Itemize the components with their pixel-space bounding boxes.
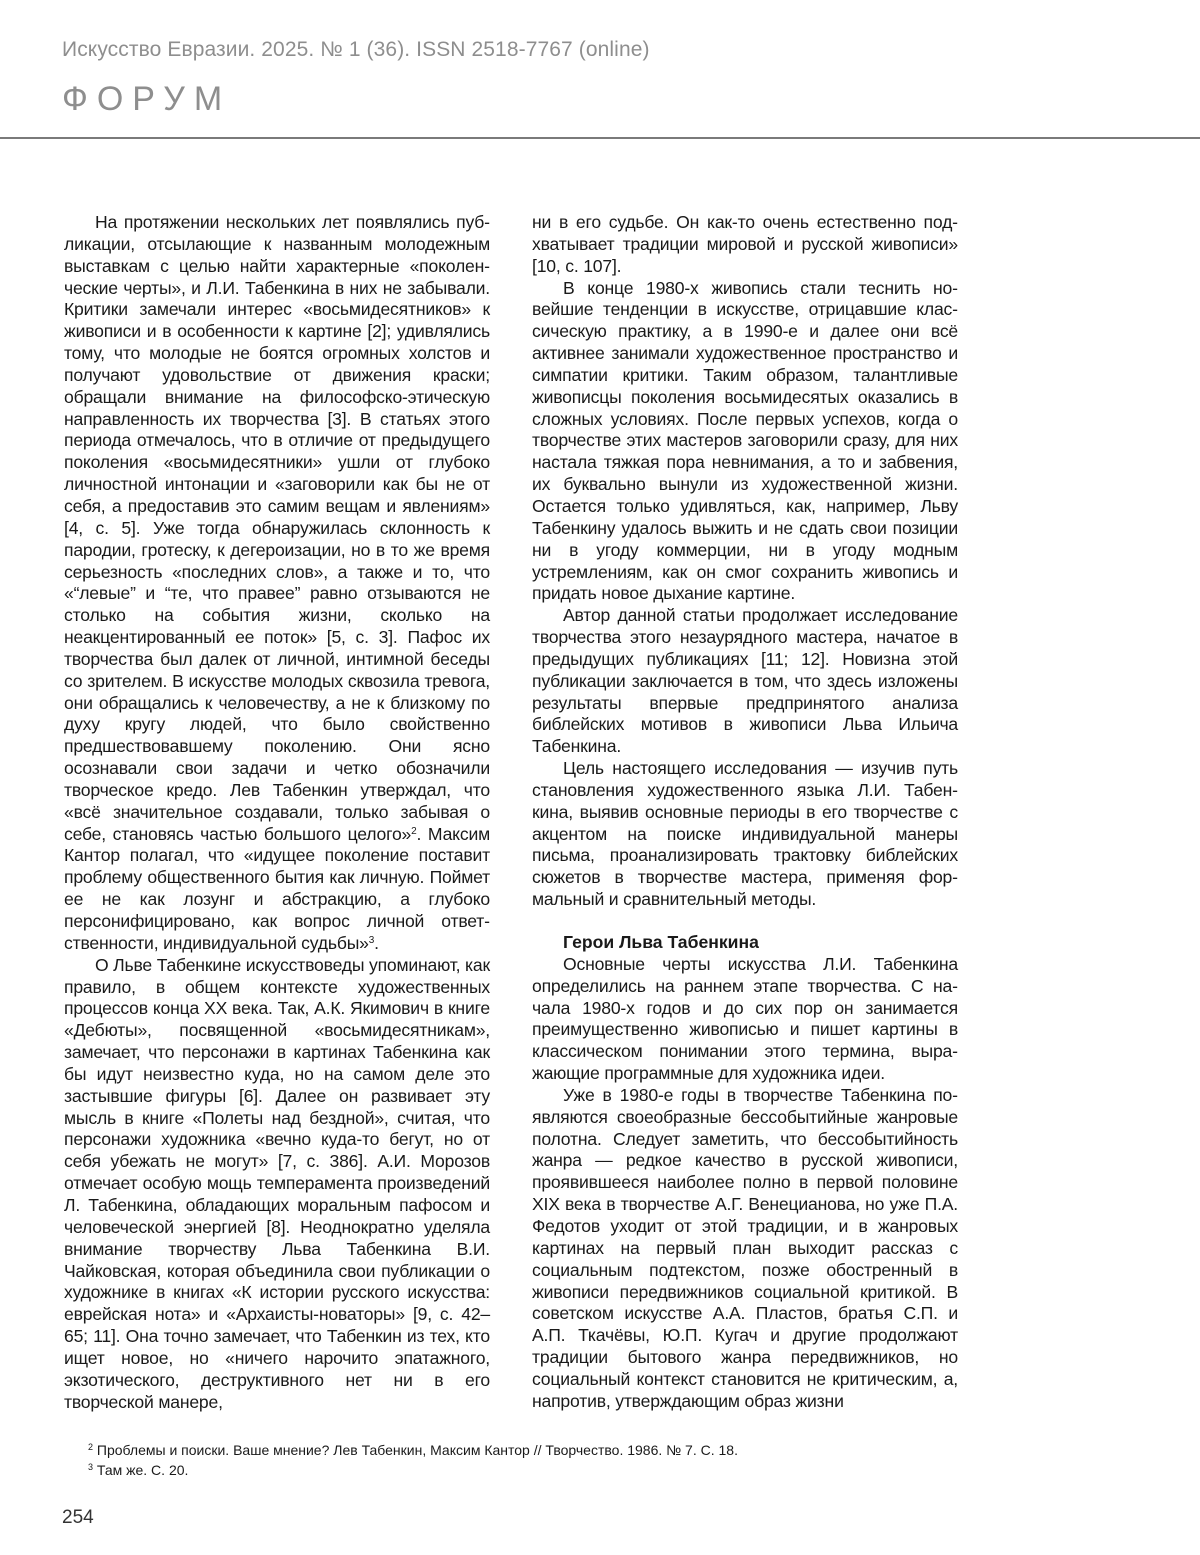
- footnote-ref[interactable]: 3: [368, 934, 375, 946]
- page-number: 254: [62, 1507, 94, 1528]
- footnote-text: Проблемы и поиски. Ваше мнение? Лев Табенкин, Максим Кантор // Творчество. 1986. № 7. С. 18.: [93, 1442, 738, 1458]
- paragraph: В конце 1980-х живопись стали теснить новейшие тенденции в искусстве, отрицавшие классическую практику, а в 1990-е и далее они всё активнее занимали художественное пространство и симпатии критики. Таким образом, талантливые живописцы поколения восьмидесятых оказались в сложных условиях. После первых успехов, когда о творчестве этих мастеров заговорили сразу, для них настала тяжкая пора невнимания, а то и забвения, их буквально вынули из художественной жизни. Остается только удивляться, как, например, Льву Табенкину удалось выжить и не сдать свои позиции ни в угоду коммерции, ни в угоду модным устремлениям, как он смог сохранить живопись и придать новое дыхание картине.: [532, 277, 958, 604]
- paragraph: Цель настоящего исследования — изучив путь становления художественного языка Л.И. Табенкина, выявив основные периоды в его творчестве с акцентом на поиске индивидуальной манеры письма, проанализировать трактовку библейских сюжетов в творчестве мастера, применяя формальный и сравнительный методы.: [532, 758, 958, 910]
- left-column: [64, 212, 490, 1413]
- paragraph: О Льве Табенкине искусствоведы упоминают, как правило, в общем контексте художественных процессов конца XX века. Так, А.К. Якимович в книге «Дебюты», посвященной «восьмидесятникам», замечает, что персонажи в картинах Табенкина как бы идут неизвестно куда, но на самом деле это застывшие фигуры [6]. Далее он развивает эту мысль в книге «Полеты над бездной», считая, что персонажи художника «вечно куда-то бегут, но от себя убежать не могут» [7, с. 386]. А.И. Морозов отмечает особую мощь темперамента произведений Л. Табенкина, обладающих моральным пафосом и человеческой энергией [8]. Неоднократно уделяла внимание творчеству Льва Табенкина В.И. Чайковская, которая объединила свои публикации о художнике в книгах «К истории русского искусства: еврейская нота» и «Архаисты-новаторы» [9, с. 42–65; 11]. Она точно замечает, что Табенкин из тех, кто ищет новое, но «ничего нарочито эпатажного, экзотического, деструктивного нет ни в его творческой манере,: [64, 954, 490, 1412]
- header-divider: [0, 137, 1200, 139]
- footnote: [64, 1460, 964, 1480]
- subsection-heading: Герои Льва Табенкина: [563, 932, 759, 952]
- footnote-number: 3: [88, 1462, 94, 1472]
- right-column: [532, 212, 958, 1413]
- section-title: ФОРУМ: [62, 80, 232, 118]
- paragraph-text: На протяжении нескольких лет появлялись публикации, отсылающие к названным молодежным выставкам с целью найти характерные «поколенческие черты», и Л.И. Табенкина в них не забывали. Критики замечали интерес «восьмидесятников» к живописи и в особенности к картине [2]; удивлялись тому, что молодые не боятся огромных холстов и получают удовольствие от движения краски; обращали внимание на философско-этическую направленность их творчества [3]. В статьях этого периода отмечалось, что в отличие от предыдущего поколения «восьмидесятники» ушли от глубоко личностной интонации и «заговорили как бы не от себя, а предоставив это самим вещам и явлениям» [4, с. 5]. Уже тогда обнаружилась склонность к пародии, гротеску, к дегероизации, но в то же время серьезность «последних слов», а также и то, что «“левые” и “те, что правее” равно отзываются не столько на события жизни, сколько на неакцентированный ее поток» [5, с. 3]. Пафос их творчества был далек от личной, интимной беседы со зрителем. В искусстве молодых сквозила тревога, они обращались к человечеству, а не к близкому по духу кругу людей, что было свойственно предшествовавшему поколению. Они ясно осознавали свои задачи и четко обозначили творческое кредо. Лев Табенкин утверждал, что «всё значительное создавали, только забывая о себе, становясь частью большого целого»: [64, 212, 490, 844]
- paragraph: Уже в 1980-е годы в творчестве Табенкина появляются своеобразные бессобытийные жанровые полотна. Следует заметить, что бессобытийность жанра — редкое качество в русской живописи, проявившееся наиболее полно в первой половине XIX века в творчестве А.Г. Венецианова, но уже П.А. Федотов уходит от этой традиции, и в жанровых картинах на первый план выходит рассказ с социальным подтекстом, позже обостренный в живописи передвижников социальной критикой. В советском искусстве А.А. Пластов, братья С.П. и А.П. Ткачёвы, Ю.П. Кугач и другие продолжают традиции бытового жанра передвижников, но социальный контекст становится не критическим, а, напротив, утверждающим образ жизни: [532, 1084, 958, 1411]
- page-header: [0, 0, 1200, 140]
- footnote-text: Там же. С. 20.: [93, 1462, 189, 1478]
- paragraph: ни в его судьбе. Он как-то очень естественно подхватывает традиции мировой и русской живописи» [10, с. 107].: [532, 212, 958, 276]
- journal-citation: Искусство Евразии. 2025. № 1 (36). ISSN 2518-7767 (online): [62, 38, 650, 61]
- paragraph: [64, 212, 490, 955]
- footnote-number: 2: [88, 1442, 94, 1452]
- paragraph: Автор данной статьи продолжает исследование творчества этого незаурядного мастера, начатое в предыдущих публикациях [11; 12]. Новизна этой публикации заключается в том, что здесь изложены результаты впервые предпринятого анализа библейских мотивов в живописи Льва Ильича Табенкина.: [532, 605, 958, 757]
- paragraph: Основные черты искусства Л.И. Табенкина определились на раннем этапе творчества. С начала 1980-х годов и до сих пор он занимается преимущественно живописью и пишет картины в классическом понимании этого термина, выражающие программные для художника идеи.: [532, 953, 958, 1084]
- paragraph-text: .: [374, 932, 379, 953]
- footnotes: [64, 1440, 964, 1480]
- footnote: [64, 1440, 964, 1460]
- paragraph-text: . Максим Кантор полагал, что «идущее поколение поставит проблему общественного бытия как личную. Поймет ее не как лозунг и абстракцию, а глубоко персонифицировано, как вопрос личной ответственности, индивидуальной судьбы»: [64, 823, 490, 953]
- footnote-ref[interactable]: 2: [411, 825, 417, 837]
